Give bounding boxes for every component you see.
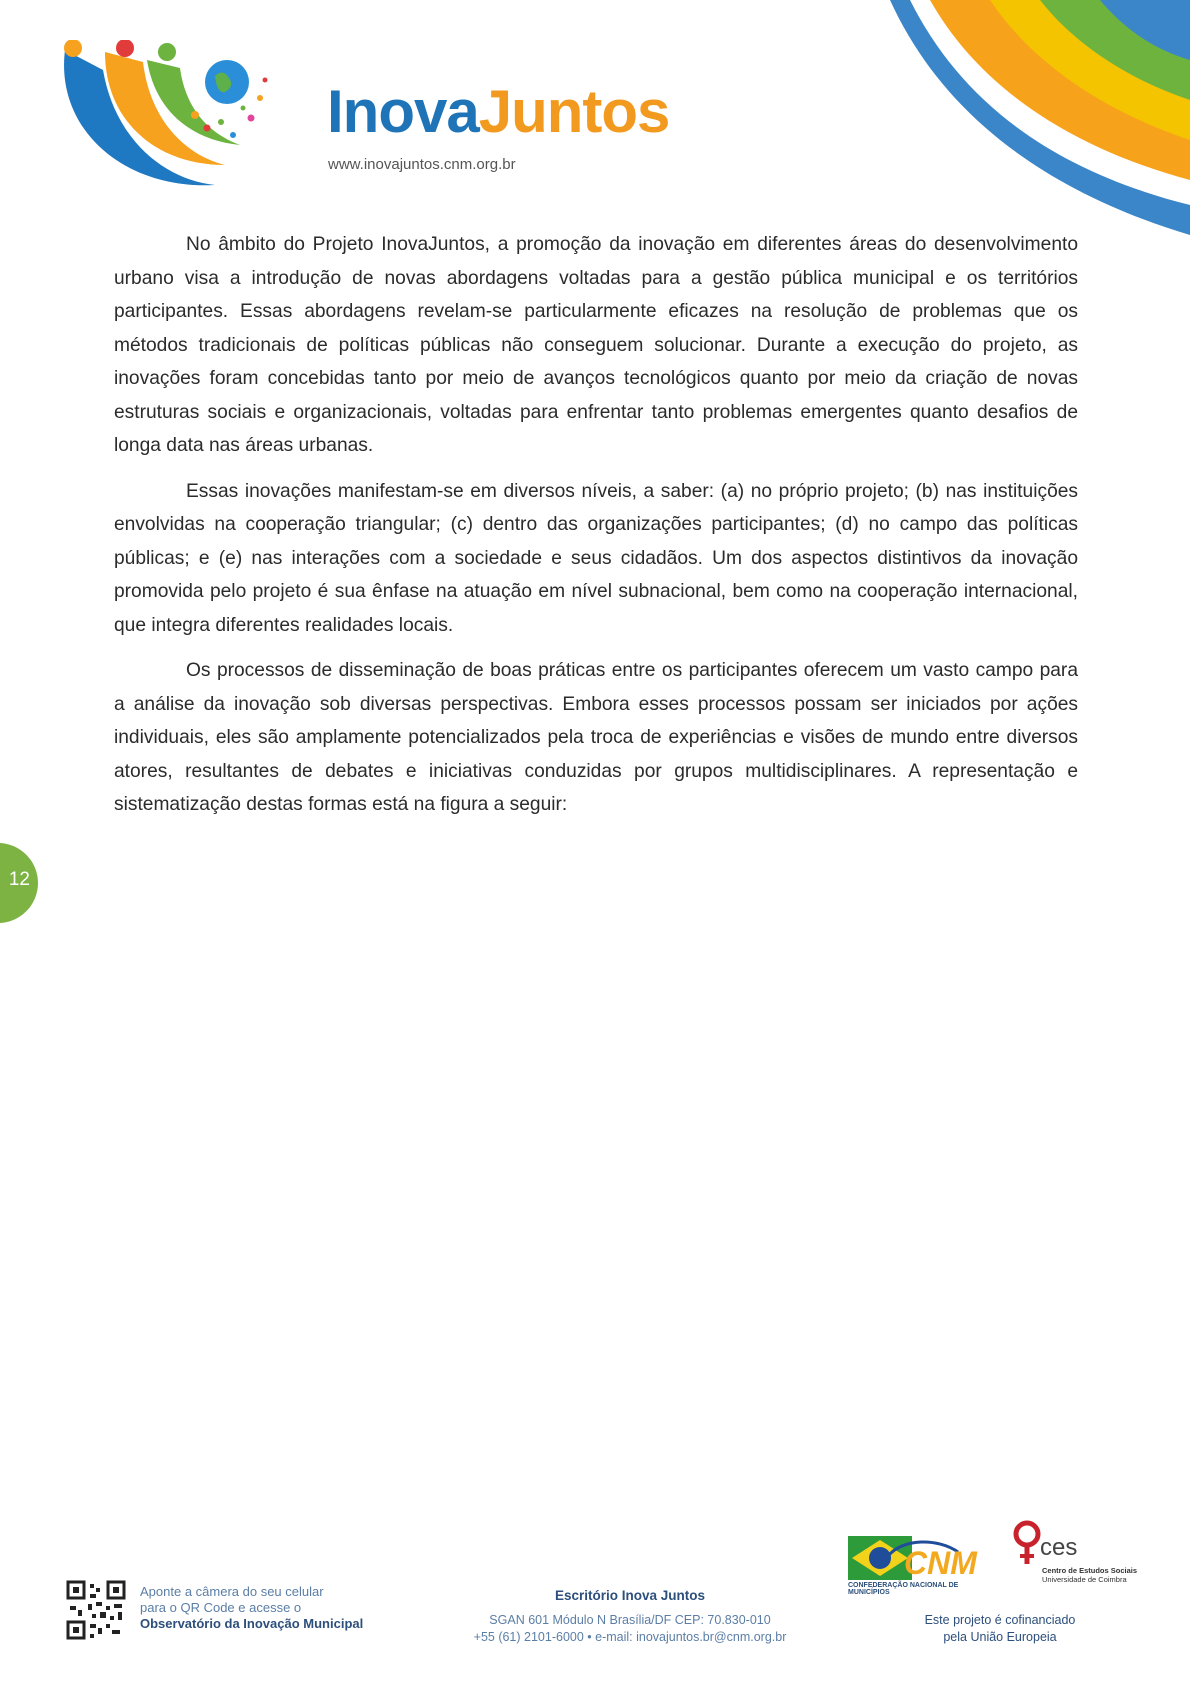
office-title: Escritório Inova Juntos xyxy=(554,1588,706,1603)
corner-swoosh-decoration xyxy=(850,0,1190,240)
inovajuntos-logo xyxy=(55,40,695,210)
office-address: SGAN 601 Módulo N Brasília/DF CEP: 70.830-010 xyxy=(489,1613,771,1627)
inovajuntos-emblem-icon xyxy=(55,40,305,200)
paragraph-2: Essas inovações manifestam-se em diversos níveis, a saber: (a) no próprio projeto; (b) nas instituições envolvidas na cooperação triangular; (c) dentro das organizações participantes; (d) no campo das políticas públicas; e (e) nas interações com a sociedade e seus cidadãos. Um dos aspectos distintivos da inovação promovida pelo projeto é sua ênfase na atuação em nível subnacional, bem como na cooperação internacional, que integra diferentes realidades locais. xyxy=(114,480,1078,636)
page-number-tab xyxy=(0,843,38,923)
office-contact: +55 (61) 2101-6000 • e-mail: inovajuntos.br@cnm.org.br xyxy=(473,1630,787,1644)
brand-name-part2: Juntos xyxy=(478,78,670,145)
body-text xyxy=(114,228,1078,834)
brand-url: www.inovajuntos.cnm.org.br xyxy=(328,156,516,173)
qr-caption xyxy=(140,1584,363,1632)
paragraph-3: Os processos de disseminação de boas práticas entre os participantes oferecem um vasto campo para a análise da inovação sob diversas perspectivas. Embora esses processos possam ser iniciados por ações individuais, eles são amplamente potencializados pela troca de experiências e visões de mundo entre diversos atores, resultantes de debates e iniciativas conduzidas por grupos multidisciplinares. A representação e sistematização destas formas está na figura a seguir: xyxy=(114,660,1078,815)
page-number: 12 xyxy=(8,869,30,890)
cofinancing-note xyxy=(900,1612,1100,1646)
qr-caption-line2: para o QR Code e acesse o xyxy=(140,1600,302,1615)
qr-caption-line1: Aponte a câmera do seu celular xyxy=(140,1584,324,1599)
brand-name-part1: Inova xyxy=(327,78,479,145)
cofinancing-line1: Este projeto é cofinanciado xyxy=(924,1613,1076,1627)
ces-logo-text: ces xyxy=(1040,1534,1078,1561)
qr-caption-line3: Observatório da Inovação Municipal xyxy=(140,1616,364,1631)
footer xyxy=(0,1520,1190,1660)
cnm-logo-text: CNM xyxy=(904,1545,977,1581)
cnm-full-name: CONFEDERAÇÃO NACIONAL DE MUNICÍPIOS xyxy=(848,1582,959,1596)
qr-code-icon[interactable] xyxy=(66,1580,126,1640)
office-info xyxy=(430,1587,830,1646)
ces-emblem-icon xyxy=(1010,1520,1044,1568)
ces-subtitle-line1: Centro de Estudos Sociais xyxy=(1042,1566,1138,1575)
paragraph-1: No âmbito do Projeto InovaJuntos, a promoção da inovação em diferentes áreas do desenvolvimento urbano visa a introdução de novas abordagens voltadas para a gestão pública municipal e os territórios participantes. Essas abordagens revelam-se particularmente eficazes na resolução de problemas que os métodos tradicionais de políticas públicas não conseguem solucionar. Durante a execução do projeto, as inovações foram concebidas tanto por meio de avanços tecnológicos quanto por meio da criação de novas estruturas sociais e organizacionais, voltadas para enfrentar tanto problemas emergentes quanto desafios de longa data nas áreas urbanas. xyxy=(114,234,1078,456)
ces-subtitle-line2: Universidade de Coimbra xyxy=(1042,1575,1127,1584)
cnm-logo xyxy=(848,1528,988,1584)
cofinancing-line2: pela União Europeia xyxy=(943,1630,1057,1644)
ces-subtitle xyxy=(1042,1566,1137,1584)
brand-name xyxy=(327,78,670,145)
